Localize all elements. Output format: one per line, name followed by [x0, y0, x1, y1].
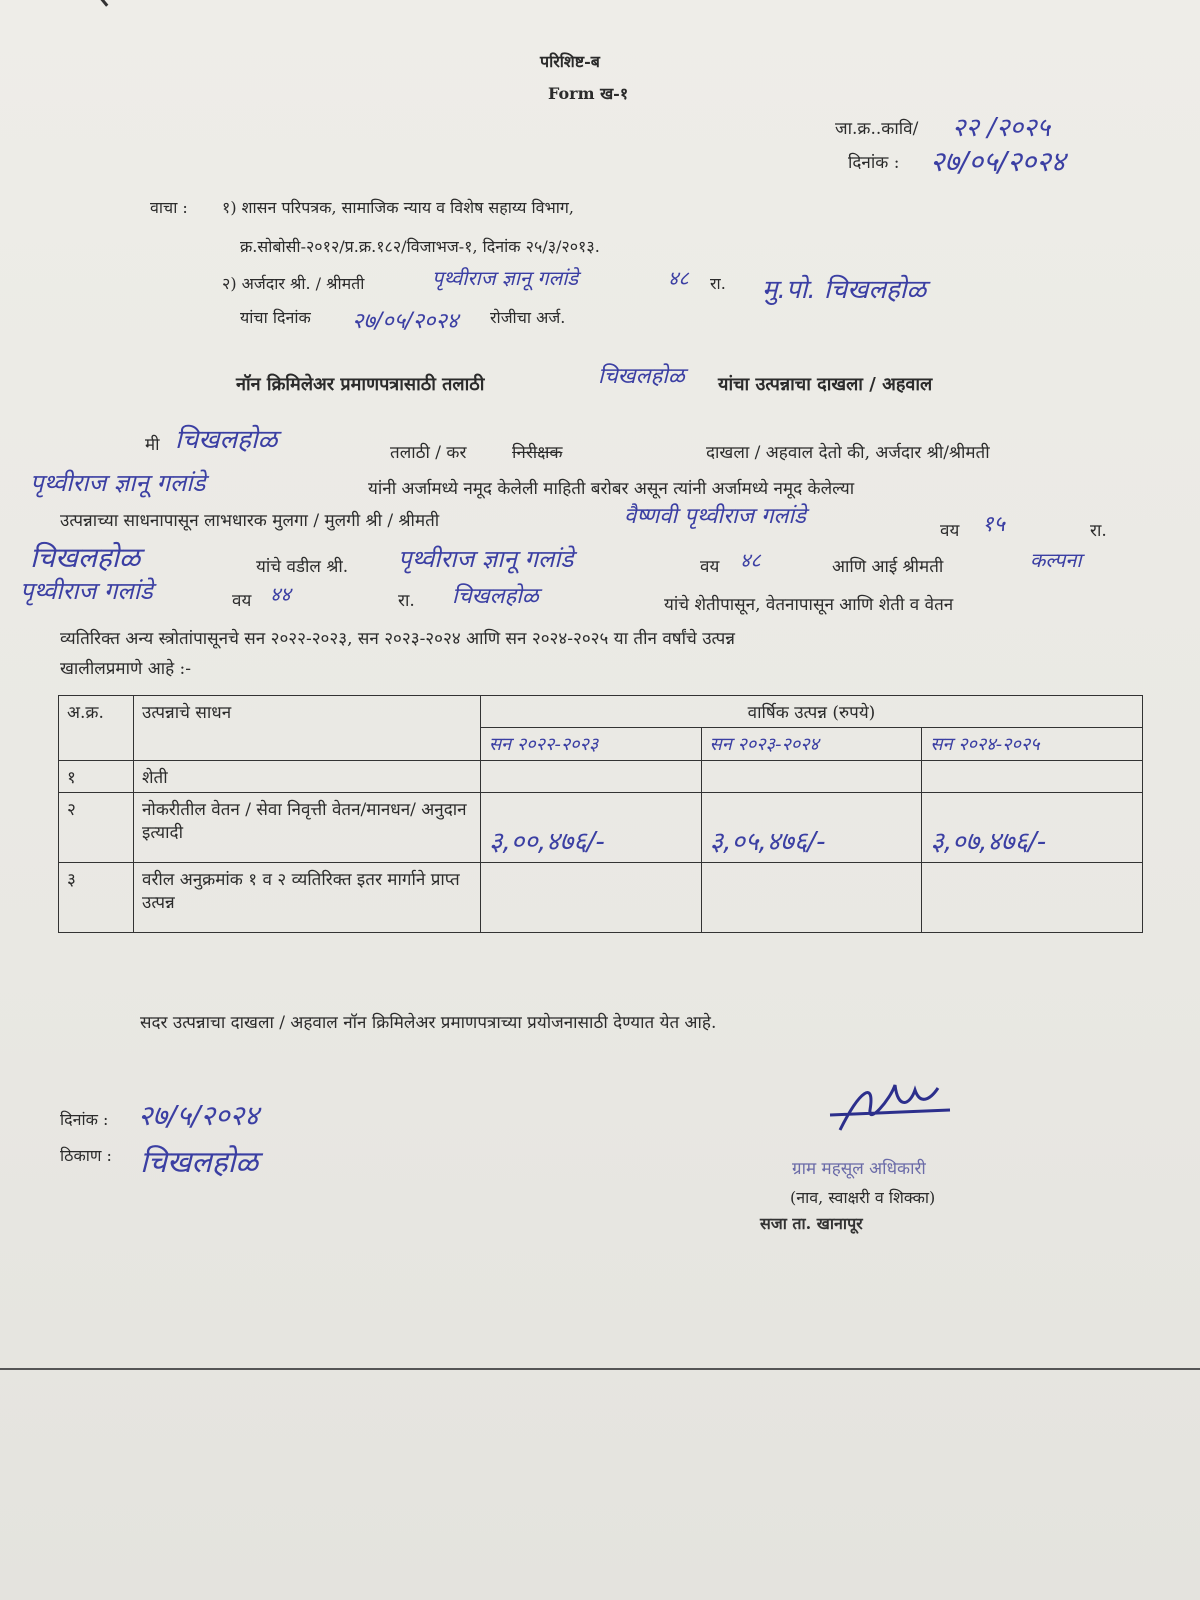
appendix-label: परिशिष्ट-ब: [540, 52, 600, 71]
row-source: शेती: [134, 761, 481, 793]
mother-first-name: कल्पना: [1030, 548, 1082, 572]
footer-place-label: ठिकाण :: [60, 1146, 112, 1165]
row-value: ३,००,४७६/-: [481, 793, 702, 863]
father-label: यांचे वडील श्री.: [256, 557, 349, 577]
body-line-7: खालीलप्रमाणे आहे :-: [60, 659, 191, 679]
mother-residence: चिखलहोळ: [452, 584, 539, 609]
beneficiary-res-label: रा.: [1090, 521, 1107, 541]
footer-date-label: दिनांक :: [60, 1110, 109, 1129]
mother-rest-name: पृथ्वीराज गलांडे: [20, 577, 153, 605]
row-serial: ३: [59, 863, 134, 933]
date-label: दिनांक :: [848, 153, 900, 173]
row-value: [701, 863, 922, 933]
father-name: पृथ्वीराज ज्ञानू गलांडे: [398, 545, 574, 573]
row-value: ३,०७,४७६/-: [922, 793, 1143, 863]
form-label: Form ख-१: [548, 84, 629, 103]
header-year-1: सन २०२२-२०२३: [481, 728, 702, 761]
ref-label: जा.क्र..कावि/: [835, 119, 919, 139]
row-value: [481, 761, 702, 793]
header-year-3: सन २०२४-२०२५: [922, 728, 1143, 761]
body-line-6: व्यतिरिक्त अन्य स्त्रोतांपासूनचे सन २०२२-२०२३, सन २०२३-२०२४ आणि सन २०२४-२०२५ या तीन वर्षांचे उत्पन्न: [60, 629, 735, 649]
body-line-1-end: दाखला / अहवाल देतो की, अर्जदार श्री/श्रीमती: [706, 443, 990, 463]
officer-signature-caption: (नाव, स्वाक्षरी व शिक्का): [790, 1188, 936, 1207]
officer-signature: [820, 1070, 960, 1150]
table-row: [59, 761, 1143, 793]
application-date: २७/०५/२०२४: [352, 309, 459, 334]
body-line-5-end: यांचे शेतीपासून, वेतनापासून आणि शेती व वेतन: [664, 595, 954, 615]
body-line-3: उत्पन्नाच्या साधनापासून लाभधारक मुलगा / मुलगी श्री / श्रीमती: [60, 511, 440, 531]
body-prefix: मी: [145, 435, 160, 455]
beneficiary-name: वैष्णवी पृथ्वीराज गलांडे: [624, 504, 806, 529]
ref-value: २२ /२०२५: [952, 113, 1051, 143]
applicant-name: पृथ्वीराज ज्ञानू गलांडे: [432, 266, 579, 290]
officer-place: चिखलहोळ: [175, 425, 278, 455]
page-fold-mark: [67, 0, 109, 25]
reading-label: वाचा :: [150, 198, 188, 217]
title-suffix: यांचा उत्पन्नाचा दाखला / अहवाल: [718, 374, 933, 395]
header-serial: अ.क्र.: [59, 696, 134, 761]
reading-line-4-suffix: रोजीचा अर्ज.: [490, 308, 566, 327]
row-serial: १: [59, 761, 134, 793]
father-age: ४८: [740, 548, 761, 572]
applicant-name-body: पृथ्वीराज ज्ञानू गलांडे: [30, 469, 206, 497]
row-serial: २: [59, 793, 134, 863]
mother-label: आणि आई श्रीमती: [832, 557, 944, 577]
footer-place-value: चिखलहोळ: [140, 1145, 259, 1180]
row-value: [922, 761, 1143, 793]
income-table: [58, 695, 1143, 933]
struck-word: निरीक्षक: [512, 443, 563, 463]
beneficiary-age-label: वय: [940, 521, 960, 541]
reading-line-3-prefix: २) अर्जदार श्री. / श्रीमती: [222, 274, 365, 293]
reading-line-2: क्र.सोबोसी-२०१२/प्र.क्र.१८२/विजाभज-१, दिनांक २५/३/२०१३.: [240, 237, 600, 256]
header-year-2: सन २०२३-२०२४: [701, 728, 922, 761]
reading-line-1: १) शासन परिपत्रक, सामाजिक न्याय व विशेष सहाय्य विभाग,: [222, 198, 575, 217]
title-prefix: नॉन क्रिमिलेअर प्रमाणपत्रासाठी तलाठी: [236, 374, 485, 395]
applicant-residence: मु.पो. चिखलहोळ: [762, 275, 927, 305]
date-value: २७/०५/२०२४: [930, 145, 1066, 178]
body-mid: तलाठी / कर: [390, 443, 467, 463]
mother-age-label: वय: [232, 591, 252, 611]
row-source: वरील अनुक्रमांक १ व २ व्यतिरिक्त इतर मार्गाने प्राप्त उत्पन्न: [134, 863, 481, 933]
row-value: [701, 761, 922, 793]
mother-res-label: रा.: [398, 591, 415, 611]
reading-line-4-prefix: यांचा दिनांक: [240, 308, 311, 327]
row-source: नोकरीतील वेतन / सेवा निवृत्ती वेतन/मानधन/ अनुदान इत्यादी: [134, 793, 481, 863]
officer-location: सजा ता. खानापूर: [760, 1214, 863, 1233]
footer-date-value: २७/५/२०२४: [138, 1099, 259, 1132]
row-value: ३,०५,४७६/-: [701, 793, 922, 863]
mother-age: ४४: [270, 582, 291, 606]
table-row: [59, 793, 1143, 863]
beneficiary-residence: चिखलहोळ: [30, 541, 141, 574]
residence-label: रा.: [710, 274, 726, 293]
purpose-statement: सदर उत्पन्नाचा दाखला / अहवाल नॉन क्रिमिलेअर प्रमाणपत्राच्या प्रयोजनासाठी देण्यात येत आहे.: [140, 1013, 717, 1033]
page-bottom-line: [0, 1368, 1200, 1370]
father-age-label: वय: [700, 557, 720, 577]
header-source: उत्पन्नाचे साधन: [134, 696, 481, 761]
row-value: [481, 863, 702, 933]
title-place: चिखलहोळ: [598, 364, 685, 389]
table-row: [59, 863, 1143, 933]
beneficiary-age: १५: [982, 512, 1005, 537]
body-line-2: यांनी अर्जामध्ये नमूद केलेली माहिती बरोबर असून त्यांनी अर्जामध्ये नमूद केलेल्या: [368, 479, 855, 499]
officer-title: ग्राम महसूल अधिकारी: [792, 1159, 926, 1179]
row-value: [922, 863, 1143, 933]
header-annual: वार्षिक उत्पन्न (रुपये): [481, 696, 1143, 728]
applicant-age: ४८: [668, 266, 689, 290]
